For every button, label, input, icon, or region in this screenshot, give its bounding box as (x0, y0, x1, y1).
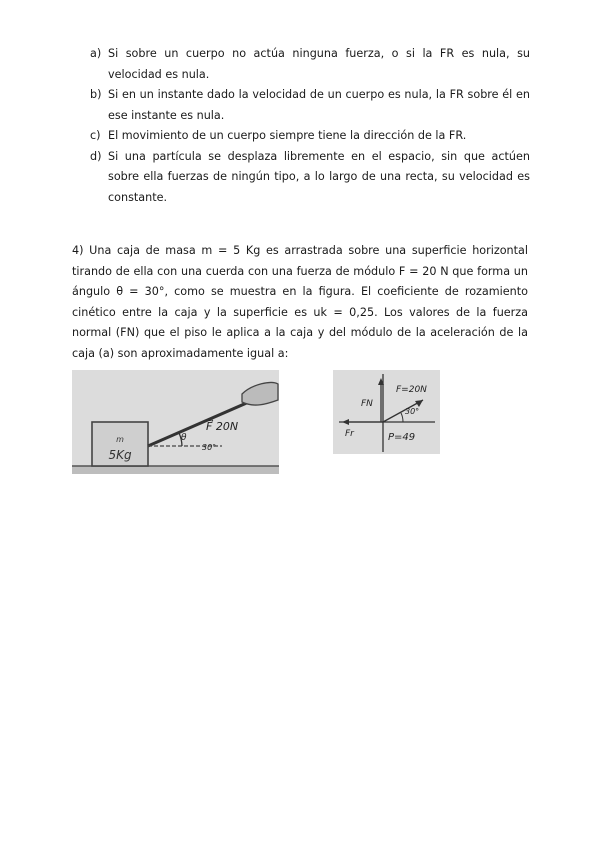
option-b (90, 85, 530, 126)
option-text: Si una partícula se desplaza libremente en el espacio, sin que actúen sobre ella fuerzas de ningún tipo, a lo largo de una recta, su velocidad es constante. (108, 149, 530, 204)
option-letter: d) (90, 149, 102, 163)
option-text: El movimiento de un cuerpo siempre tiene la dirección de la FR. (108, 129, 467, 142)
question-4-text: 4) Una caja de masa m = 5 Kg es arrastrada sobre una superficie horizontal tirando de ella con una cuerda con una fuerza de módulo F = 20 N que forma un ángulo θ = 30°, como se muestra en la figura. El coeficiente de rozamiento cinético entre la caja y la superficie es uk = 0,25. Los valores de la fuerza normal (FN) que el piso le aplica a la caja y del módulo de la aceleración de la caja (a) son aproximadamente igual a: (72, 244, 528, 360)
free-body-diagram (333, 370, 440, 454)
applied-force-label: F=20N (396, 385, 427, 395)
option-c (90, 126, 530, 147)
angle-value: 30° (202, 443, 217, 452)
box-pulled-figure (72, 370, 279, 474)
option-text: Si en un instante dado la velocidad de un cuerpo es nula, la FR sobre él en ese instante es nula. (108, 88, 530, 122)
option-text: Si sobre un cuerpo no actúa ninguna fuerza, o si la FR es nula, su velocidad es nula. (108, 47, 530, 81)
option-letter: c) (90, 129, 101, 142)
mass-label: m (116, 435, 124, 444)
option-letter: a) (90, 47, 102, 60)
figure-background (333, 370, 440, 454)
answer-options-list (90, 44, 530, 208)
floor-surface (72, 466, 279, 474)
option-a (90, 44, 530, 85)
angle-label: 30° (405, 407, 420, 416)
weight-label: P=49 (388, 432, 416, 443)
friction-label: Fr (345, 429, 354, 439)
angle-label: θ (181, 433, 187, 443)
mass-value: 5Kg (108, 448, 132, 462)
force-label: F⃗ 20N (206, 420, 239, 433)
option-letter: b) (90, 88, 102, 101)
normal-force-label: FN (361, 399, 373, 409)
option-d (90, 147, 530, 209)
